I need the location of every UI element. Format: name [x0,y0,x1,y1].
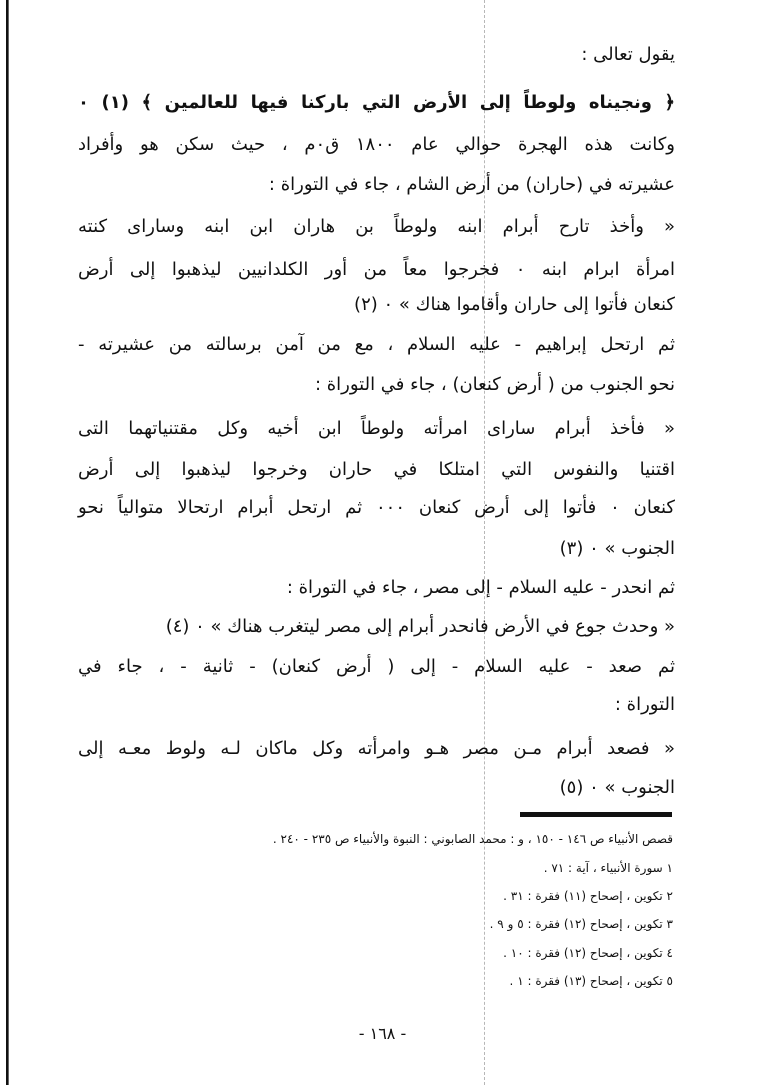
quote-line: امرأة ابرام ابنه ٠ فخرجوا معاً من أور الكلدانيين ليذهبوا إلى أرض [78,259,675,280]
page-edge-border [6,0,11,1085]
paragraph-line: عشيرته في (حاران) من أرض الشام ، جاء في التوراة : [268,174,675,195]
paragraph-line: ثم انحدر - عليه السلام - إلى مصر ، جاء في التوراة : [286,577,675,598]
quote-line: « وحدث جوع في الأرض فانحدر أبرام إلى مصر ليتغرب هناك » ٠ (٤) [165,616,675,637]
paragraph-line: التوراة : [614,694,675,715]
page-number: - ١٦٨ - [358,1024,407,1043]
footnote-line: ٢ تكوين ، إصحاح (١١) فقرة : ٣١ . [503,889,673,903]
quote-line: « فصعد أبرام مـن مصر هـو وامرأته وكل ماكان لـه ولوط معـه إلى [78,738,675,759]
paragraph-line: ثم ارتحل إبراهيم - عليه السلام ، مع من آمن برسالته من عشيرته - [78,334,675,355]
quote-line: الجنوب » ٠ (٥) [559,777,675,798]
footnote-line: ٣ تكوين ، إصحاح (١٢) فقرة : ٥ و ٩ . [489,917,673,931]
quote-line: كنعان ٠ فأتوا إلى أرض كنعان ٠٠٠ ثم ارتحل أبرام ارتحالا متوالياً نحو [78,497,676,518]
footnote-line: ٤ تكوين ، إصحاح (١٢) فقرة : ١٠ . [503,946,673,960]
footnote-line: ٥ تكوين ، إصحاح (١٣) فقرة : ١ . [509,974,673,988]
footnote-line: ١ سورة الأنبياء ، آية : ٧١ . [543,861,673,875]
footnote-line: قصص الأنبياء ص ١٤٦ - ١٥٠ ، و : محمد الصابوني : النبوة والأنبياء ص ٢٣٥ - ٢٤٠ . [272,832,673,846]
quote-line: الجنوب » ٠ (٣) [559,538,675,559]
intro-line: يقول تعالى : [581,44,675,65]
quote-line: « وأخذ تارح أبرام ابنه ولوطاً بن هاران ابن ابنه وساراى كنته [78,216,675,237]
scan-fold-line [484,0,485,1085]
quote-line: اقتنيا والنفوس التي امتلكا في حاران وخرجوا ليذهبوا إلى أرض [78,459,675,480]
paragraph-line: ثم صعد - عليه السلام - إلى ( أرض كنعان) - ثانية - ، جاء في [78,656,675,677]
paragraph-line: نحو الجنوب من ( أرض كنعان) ، جاء في التوراة : [314,374,675,395]
footnote-separator [520,812,672,817]
paragraph-line: وكانت هذه الهجرة حوالي عام ١٨٠٠ ق٠م ، حيث سكن هو وأفراد [78,134,675,155]
quote-line: « فأخذ أبرام ساراى امرأته ولوطاً ابن أخيه وكل مقتنياتهما التى [78,418,675,439]
quran-verse: ﴿ ونجيناه ولوطاً إلى الأرض التي باركنا فيها للعالمين ﴾ (١) ٠ [78,92,675,113]
quote-line: كنعان فأتوا إلى حاران وأقاموا هناك » ٠ (٢) [354,294,675,315]
